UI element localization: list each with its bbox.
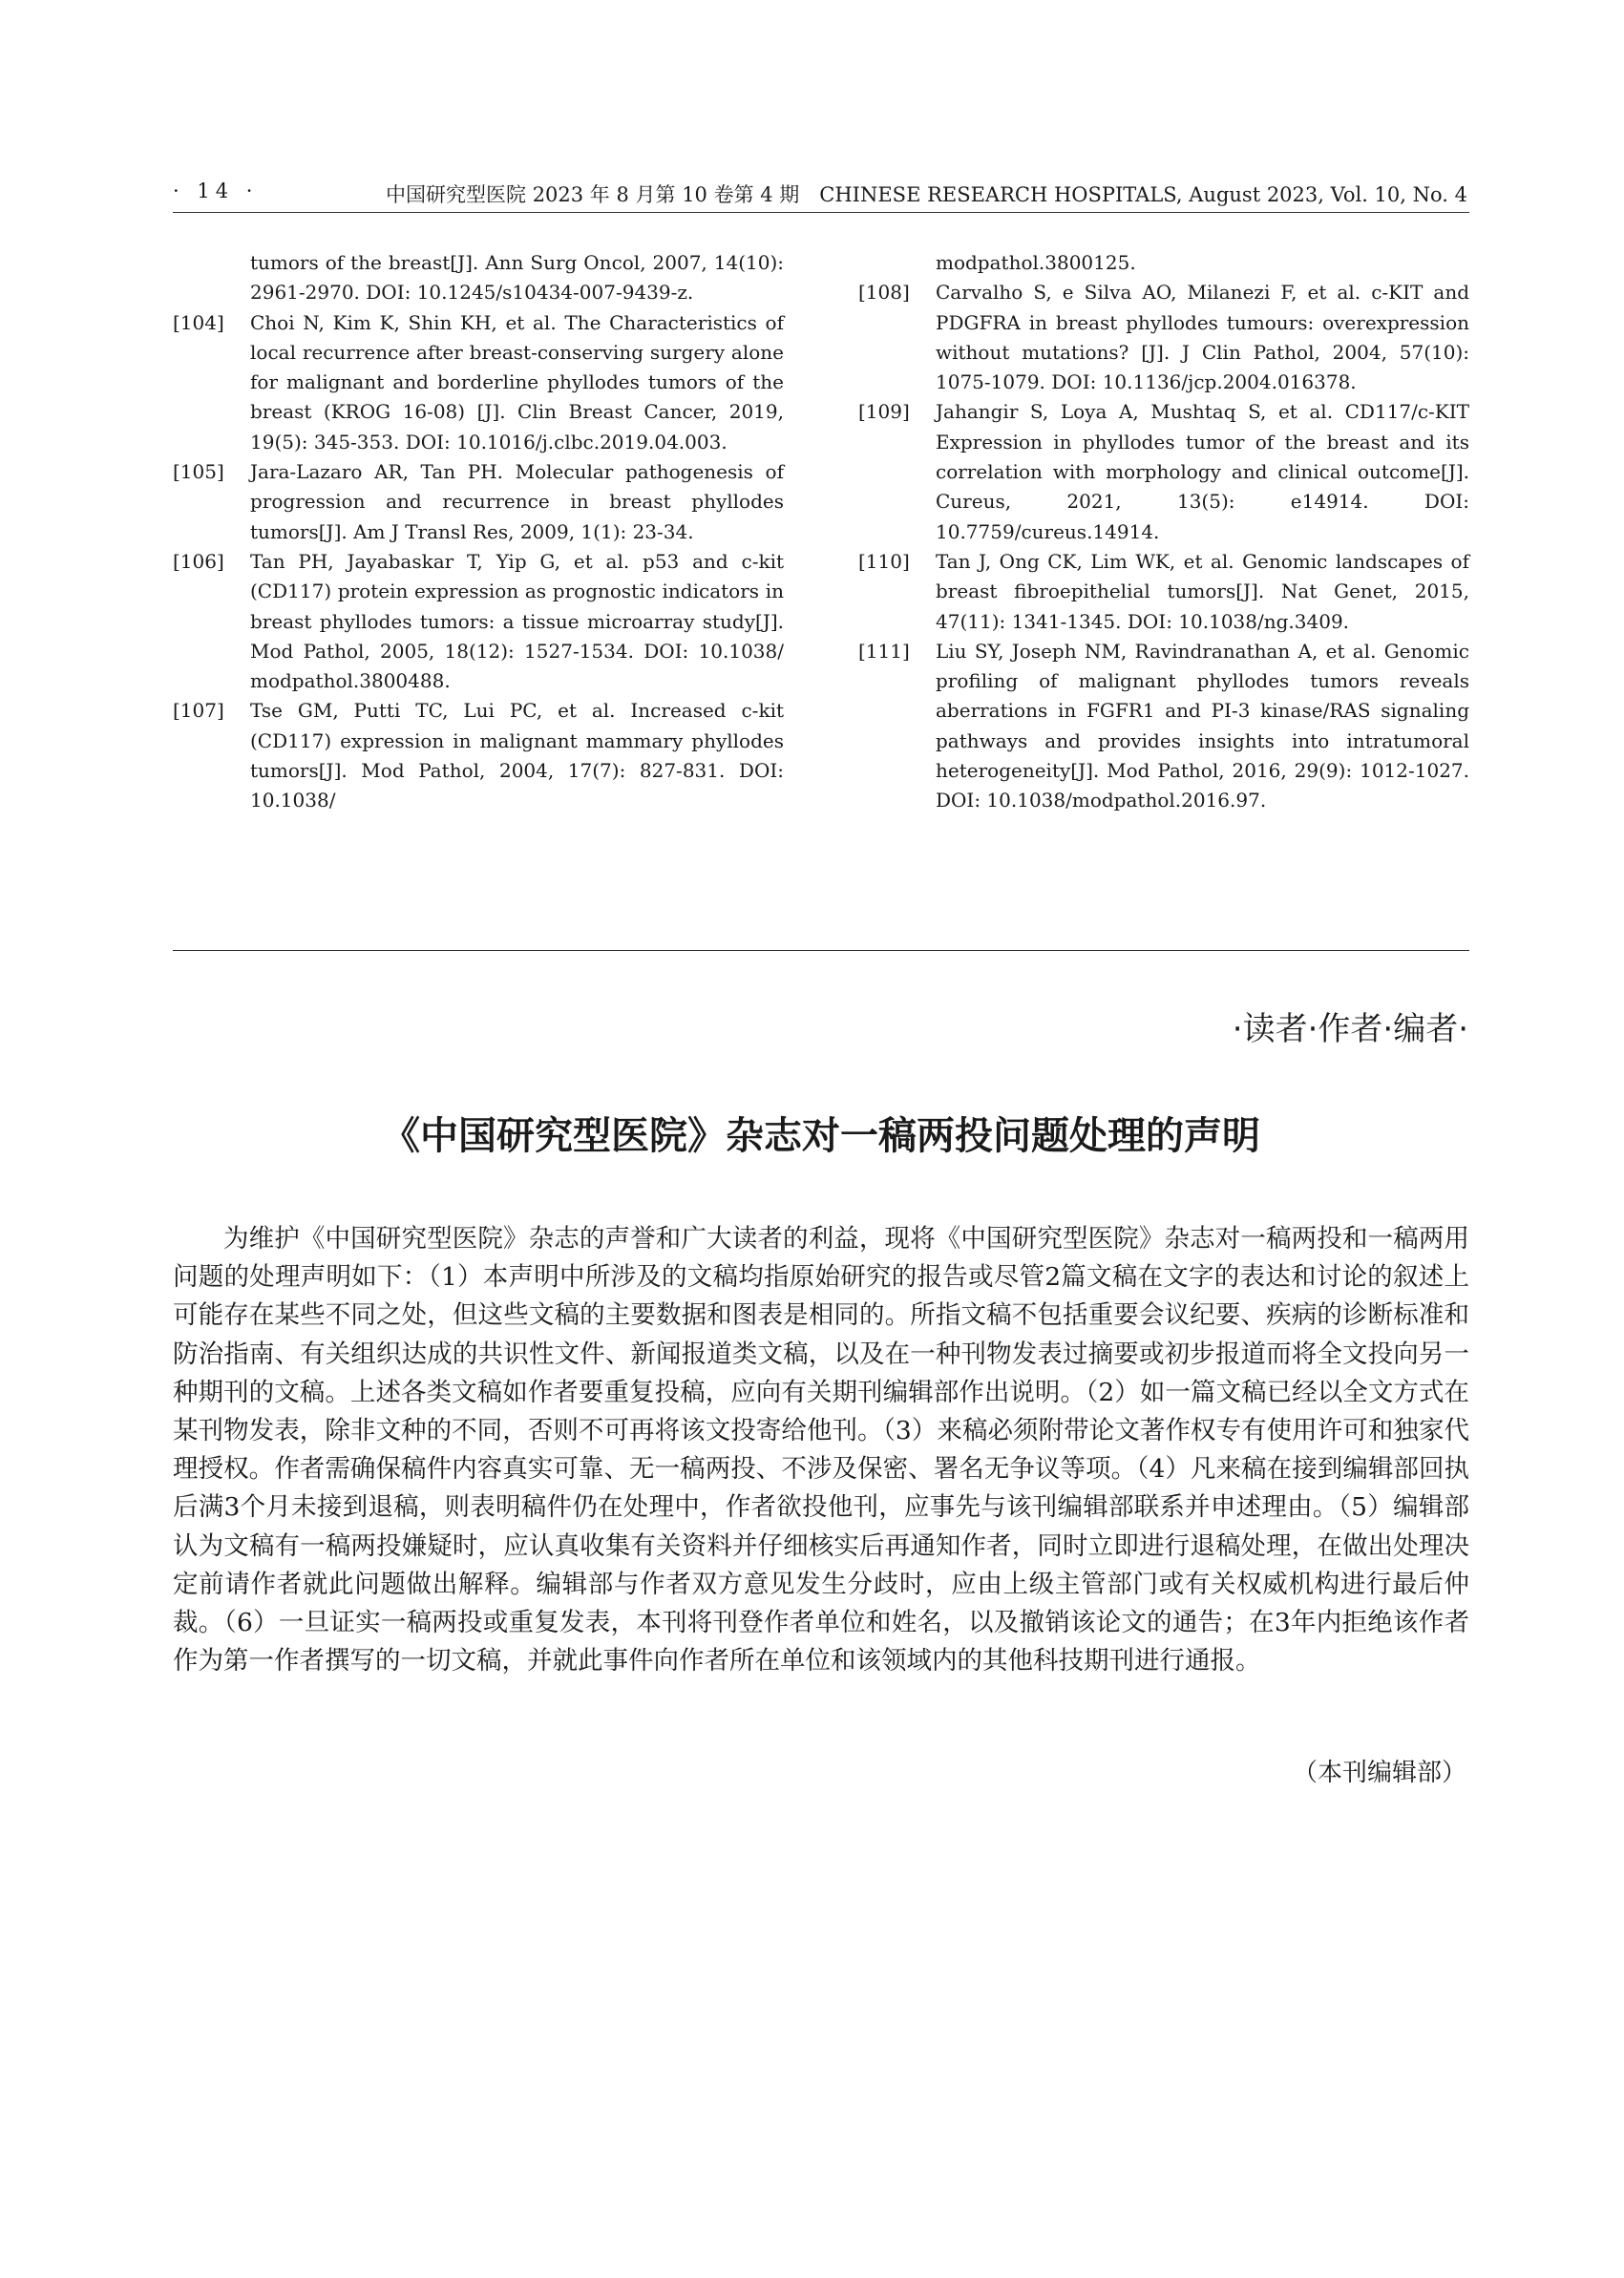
reference-number: [108]: [858, 281, 910, 305]
reference-number: [106]: [173, 549, 224, 573]
reference-number: [110]: [858, 549, 910, 573]
reference-text: Tan PH, Jayabaskar T, Yip G, et al. p53 and c-kit (CD117) protein expression as prognostic indicators in breast phyllodes tumors: a tissue microarray study[J]. Mod Pathol, 2005, 18(12): 1527-1534. DOI: 10.1038/ modpathol.3800488.: [250, 549, 784, 693]
reference-entry: [173, 248, 784, 308]
reference-text: Carvalho S, e Silva AO, Milanezi F, et al. c-KIT and PDGFRA in breast phyllodes tumours: overexpression without mutations? [J]. J Clin Pathol, 2004, 57(10): 1075-1079. DOI: 10.1136/jcp.2004.016378.: [936, 281, 1469, 394]
section-divider: [173, 950, 1469, 951]
column-label: ·读者·作者·编者·: [1232, 1010, 1468, 1048]
reference-text: Choi N, Kim K, Shin KH, et al. The Characteristics of local recurrence after breast-conserving surgery alone for malignant and borderline phyllodes tumors of the breast (KROG 16-08) [J]. Clin Breast Cancer, 2019, 19(5): 345-353. DOI: 10.1016/j.clbc.2019.04.003.: [250, 310, 784, 453]
reference-entry: [173, 696, 784, 815]
reference-text: Jahangir S, Loya A, Mushtaq S, et al. CD117/c-KIT Expression in phyllodes tumor of the breast and its correlation with morphology and clinical outcome[J]. Cureus, 2021, 13(5): e14914. DOI: 10.7759/cureus.14914.: [936, 400, 1469, 543]
reference-number: [111]: [858, 639, 910, 663]
page-number: · 14 ·: [173, 179, 259, 202]
running-title: 中国研究型医院 2023 年 8 月第 10 卷第 4 期 CHINESE RESEARCH HOSPITALS, August 2023, Vol. 10, No. 4: [386, 183, 1467, 206]
reference-entry: [173, 457, 784, 547]
reference-entry: [858, 547, 1469, 637]
reference-entry: [858, 248, 1469, 278]
references-right-column: [858, 248, 1469, 816]
reference-entry: [858, 637, 1469, 816]
reference-entry: [173, 547, 784, 696]
reference-number: [109]: [858, 400, 910, 424]
notice-body: 为维护《中国研究型医院》杂志的声誉和广大读者的利益，现将《中国研究型医院》杂志对一稿两投和一稿两用问题的处理声明如下：（1）本声明中所涉及的文稿均指原始研究的报告或尽管2篇文稿在文字的表达和讨论的叙述上可能存在某些不同之处，但这些文稿的主要数据和图表是相同的。所指文稿不包括重要会议纪要、疾病的诊断标准和防治指南、有关组织达成的共识性文件、新闻报道类文稿，以及在一种刊物发表过摘要或初步报道而将全文投向另一种期刊的文稿。上述各类文稿如作者要重复投稿，应向有关期刊编辑部作出说明。（2）如一篇文稿已经以全文方式在某刊物发表，除非文种的不同，否则不可再将该文投寄给他刊。（3）来稿必须附带论文著作权专有使用许可和独家代理授权。作者需确保稿件内容真实可靠、无一稿两投、不涉及保密、署名无争议等项。（4）凡来稿在接到编辑部回执后满3个月未接到退稿，则表明稿件仍在处理中，作者欲投他刊，应事先与该刊编辑部联系并申述理由。（5）编辑部认为文稿有一稿两投嫌疑时，应认真收集有关资料并仔细核实后再通知作者，同时立即进行退稿处理，在做出处理决定前请作者就此问题做出解释。编辑部与作者双方意见发生分歧时，应由上级主管部门或有关权威机构进行最后仲裁。（6）一旦证实一稿两投或重复发表，本刊将刊登作者单位和姓名，以及撤销该论文的通告；在3年内拒绝该作者作为第一作者撰写的一切文稿，并就此事件向作者所在单位和该领域内的其他科技期刊进行通报。: [173, 1224, 1469, 1677]
reference-number: [107]: [173, 699, 224, 723]
reference-text: Liu SY, Joseph NM, Ravindranathan A, et al. Genomic profiling of malignant phyllodes tumors reveals aberrations in FGFR1 and PI-3 kinase/RAS signaling pathways and provides insights into intratumoral heterogeneity[J]. Mod Pathol, 2016, 29(9): 1012-1027. DOI: 10.1038/modpathol.2016.97.: [936, 639, 1469, 812]
reference-entry: [858, 278, 1469, 397]
reference-entry: [858, 397, 1469, 546]
reference-text: Tan J, Ong CK, Lim WK, et al. Genomic landscapes of breast fibroepithelial tumors[J]. Nat Genet, 2015, 47(11): 1341-1345. DOI: 10.1038/ng.3409.: [936, 549, 1469, 633]
reference-text: Jara-Lazaro AR, Tan PH. Molecular pathogenesis of progression and recurrence in breast phyllodes tumors[J]. Am J Transl Res, 2009, 1(1): 23-34.: [250, 460, 784, 543]
reference-text: tumors of the breast[J]. Ann Surg Oncol, 2007, 14(10): 2961-2970. DOI: 10.1245/s10434-007-9439-z.: [250, 251, 784, 305]
notice-signature: （本刊编辑部）: [1292, 1759, 1466, 1787]
notice-title: 《中国研究型医院》杂志对一稿两投问题处理的声明: [382, 1113, 1260, 1158]
reference-number: [105]: [173, 460, 224, 484]
reference-text: Tse GM, Putti TC, Lui PC, et al. Increased c-kit (CD117) expression in malignant mammary phyllodes tumors[J]. Mod Pathol, 2004, 17(7): 827-831. DOI: 10.1038/: [250, 699, 784, 812]
page-header: [173, 179, 1469, 213]
references-left-column: [173, 248, 784, 816]
reference-text: modpathol.3800125.: [936, 251, 1136, 274]
reference-entry: [173, 308, 784, 457]
reference-number: [104]: [173, 310, 224, 334]
